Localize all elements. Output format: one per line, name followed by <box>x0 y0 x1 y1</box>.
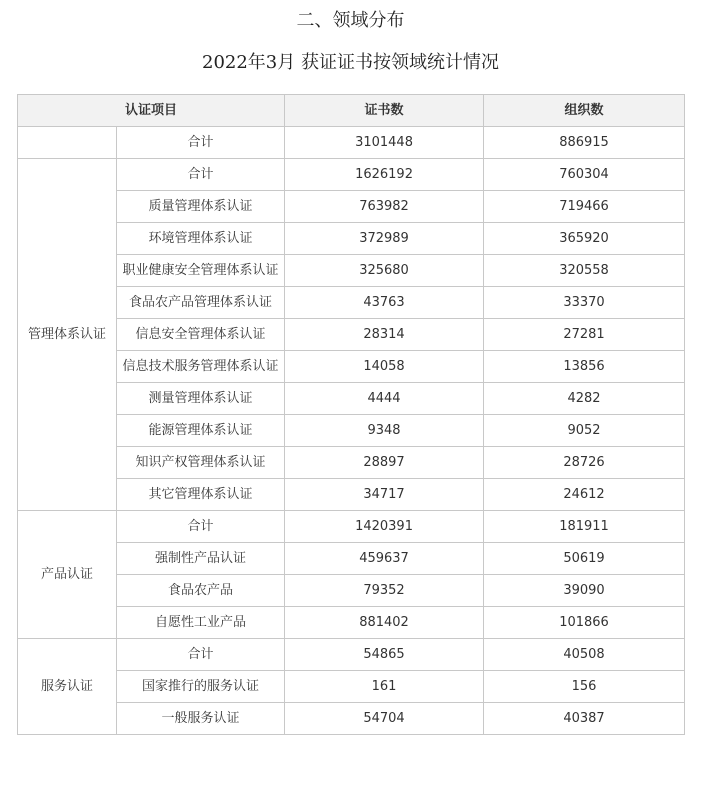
organizations-cell: 40508 <box>484 639 685 671</box>
row-label: 测量管理体系认证 <box>117 383 285 415</box>
certificates-cell: 14058 <box>285 351 484 383</box>
row-label: 强制性产品认证 <box>117 543 285 575</box>
certificates-cell: 54704 <box>285 703 484 735</box>
certificates-cell: 325680 <box>285 255 484 287</box>
row-label: 环境管理体系认证 <box>117 223 285 255</box>
row-label: 知识产权管理体系认证 <box>117 447 285 479</box>
row-label: 合计 <box>117 127 285 159</box>
row-label: 合计 <box>117 159 285 191</box>
table-title: 2022年3月 获证证书按领域统计情况 <box>202 52 499 73</box>
organizations-cell: 33370 <box>484 287 685 319</box>
table-row <box>18 415 685 447</box>
table-row <box>18 447 685 479</box>
organizations-cell: 101866 <box>484 607 685 639</box>
certificates-cell: 3101448 <box>285 127 484 159</box>
certificates-cell: 79352 <box>285 575 484 607</box>
row-label: 职业健康安全管理体系认证 <box>117 255 285 287</box>
organizations-cell: 886915 <box>484 127 685 159</box>
table-row <box>18 511 685 543</box>
certificates-cell: 34717 <box>285 479 484 511</box>
organizations-cell: 9052 <box>484 415 685 447</box>
empty-category-cell <box>18 127 117 159</box>
row-label: 质量管理体系认证 <box>117 191 285 223</box>
table-row <box>18 639 685 671</box>
certificates-cell: 4444 <box>285 383 484 415</box>
certificates-cell: 763982 <box>285 191 484 223</box>
row-label: 信息技术服务管理体系认证 <box>117 351 285 383</box>
row-label: 合计 <box>117 511 285 543</box>
table-row <box>18 127 685 159</box>
table-row <box>18 351 685 383</box>
table-row <box>18 703 685 735</box>
category-cell: 管理体系认证 <box>18 159 117 511</box>
header-certificates: 证书数 <box>285 95 484 127</box>
table-row <box>18 191 685 223</box>
row-label: 合计 <box>117 639 285 671</box>
organizations-cell: 50619 <box>484 543 685 575</box>
table-row <box>18 159 685 191</box>
certificates-cell: 1626192 <box>285 159 484 191</box>
certificates-cell: 1420391 <box>285 511 484 543</box>
organizations-cell: 39090 <box>484 575 685 607</box>
table-row <box>18 287 685 319</box>
organizations-cell: 27281 <box>484 319 685 351</box>
header-item: 认证项目 <box>18 95 285 127</box>
table-header-row <box>18 95 685 127</box>
table-row <box>18 255 685 287</box>
organizations-cell: 13856 <box>484 351 685 383</box>
certificates-cell: 9348 <box>285 415 484 447</box>
certificates-cell: 28314 <box>285 319 484 351</box>
organizations-cell: 719466 <box>484 191 685 223</box>
certificates-cell: 881402 <box>285 607 484 639</box>
table-row <box>18 607 685 639</box>
certificates-cell: 372989 <box>285 223 484 255</box>
row-label: 食品农产品管理体系认证 <box>117 287 285 319</box>
organizations-cell: 365920 <box>484 223 685 255</box>
category-cell: 服务认证 <box>18 639 117 735</box>
table-row <box>18 575 685 607</box>
certificates-cell: 28897 <box>285 447 484 479</box>
row-label: 信息安全管理体系认证 <box>117 319 285 351</box>
row-label: 其它管理体系认证 <box>117 479 285 511</box>
certificates-cell: 43763 <box>285 287 484 319</box>
row-label: 一般服务认证 <box>117 703 285 735</box>
row-label: 能源管理体系认证 <box>117 415 285 447</box>
organizations-cell: 181911 <box>484 511 685 543</box>
organizations-cell: 4282 <box>484 383 685 415</box>
organizations-cell: 40387 <box>484 703 685 735</box>
table-row <box>18 383 685 415</box>
row-label: 自愿性工业产品 <box>117 607 285 639</box>
certificates-cell: 54865 <box>285 639 484 671</box>
header-organizations: 组织数 <box>484 95 685 127</box>
organizations-cell: 760304 <box>484 159 685 191</box>
certificates-cell: 459637 <box>285 543 484 575</box>
table-row <box>18 479 685 511</box>
row-label: 食品农产品 <box>117 575 285 607</box>
table-row <box>18 671 685 703</box>
organizations-cell: 320558 <box>484 255 685 287</box>
certificates-cell: 161 <box>285 671 484 703</box>
organizations-cell: 28726 <box>484 447 685 479</box>
certification-stats-table <box>17 94 685 735</box>
section-heading: 二、领域分布 <box>296 10 405 31</box>
table-row <box>18 319 685 351</box>
row-label: 国家推行的服务认证 <box>117 671 285 703</box>
table-row <box>18 223 685 255</box>
organizations-cell: 156 <box>484 671 685 703</box>
category-cell: 产品认证 <box>18 511 117 639</box>
organizations-cell: 24612 <box>484 479 685 511</box>
table-row <box>18 543 685 575</box>
